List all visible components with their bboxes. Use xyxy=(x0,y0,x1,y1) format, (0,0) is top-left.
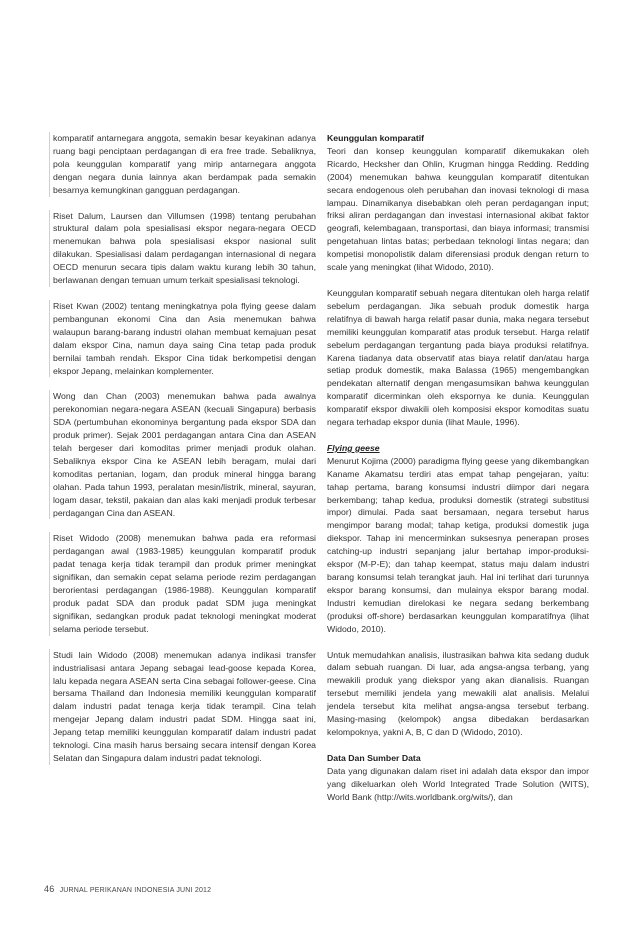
paragraph: Menurut Kojima (2000) paradigma flying geese yang dikembangkan Kaname Akamatsu terdiri atas empat tahap pengejaran, yaitu: tahap pertama, barang konsumsi industri diimpor dari negara berkembang; tahap kedua, produksi domestik (strategi substitusi impor) dimulai. Pada saat bersamaan, negara tersebut harus mengimpor barang modal; tahap ketiga, produksi domestik juga diekspor. Tahap ini mencerminkan suksesnya penerapan proses catching-up industri sepanjang jalur bertahap impor-produksi-ekspor (M-P-E); dan tahap keempat, status maju dalam industri barang konsumsi telah terangkat jauh. Hal ini terlihat dari turunnya ekspor barang konsumsi, dan mulainya ekspor barang modal. Industri kemudian direlokasi ke negara sedang berkembang (produksi off-shore) berdasarkan keunggulan komparatifnya (lihat Widodo, 2010). xyxy=(327,455,589,634)
page-footer xyxy=(44,884,211,894)
journal-name: JURNAL PERIKANAN INDONESIA JUNI 2012 xyxy=(59,887,212,894)
right-column xyxy=(327,132,589,817)
paragraph: Wong dan Chan (2003) menemukan bahwa pada awalnya perekonomian negara-negara ASEAN (kecuali Singapura) berbasis SDA (pertumbuhan ekonominya bergantung pada ekspor SDA dan produk primer). Sejak 2001 perdagangan antara Cina dan ASEAN telah bergeser dari komoditas primer menjadi produk olahan. Sebaliknya ekspor Cina ke ASEAN lebih beragam, mulai dari komoditas pertanian, logam, dan produk mineral hingga barang olahan. Pada tahun 1993, peralatan mesin/listrik, mineral, sayuran, logam dasar, tekstil, pakaian dan alas kaki menjadi produk terbesar perdagangan Cina dan ASEAN. xyxy=(49,390,316,519)
paragraph: Keunggulan komparatif sebuah negara ditentukan oleh harga relatif sebelum perdagangan. Jika sebuah produk domestik harga relatifnya di bawah harga relatif pasar dunia, maka negara tersebut memiliki keunggulan komparatif atas produk tersebut. Harga relatif sebelum perdagangan tergantung pada biaya produksi relatifnya. Karena tiadanya data observatif atas biaya relatif dan/atau harga setiap produk domestik, maka Balassa (1965) mengembangkan pendekatan alternatif dengan mengasumsikan bahwa keunggulan komparatif dicerminkan oleh ekspornya ke dunia. Keunggulan komparatif ekspor diwakili oleh komposisi ekspor komoditas suatu negara terhadap ekspor dunia (lihat Maule, 1996). xyxy=(327,287,589,428)
paragraph: Untuk memudahkan analisis, ilustrasikan bahwa kita sedang duduk dalam sebuah ruangan. Di luar, ada angsa-angsa terbang, yang mewakili produk yang diekspor yang akan dianalisis. Ruangan tersebut memiliki jendela yang mewakili alat analisis. Melalui jendela tersebut kita melihat angsa-angsa tersebut terbang. Masing-masing (kelompok) angsa dibedakan berdasarkan kelompoknya, yakni A, B, C dan D (Widodo, 2010). xyxy=(327,649,589,737)
paragraph: Riset Dalum, Laursen dan Villumsen (1998) tentang perubahan struktural dalam pola spesialisasi ekspor negara-negara OECD menemukan bahwa pola spesialisasi ekspor nasional sulit dilakukan. Spesialisasi dalam perdagangan internasional di negara OECD menurun secara tipis dalam waktu kurang lebih 30 tahun, berlawanan dengan temuan umum terkait spesialisasi teknologi. xyxy=(49,210,316,287)
paragraph: Teori dan konsep keunggulan komparatif dikemukakan oleh Ricardo, Hecksher dan Ohlin, Krugman hingga Redding. Redding (2004) menemukan bahwa keunggulan komparatif ditentukan secara endogenous oleh perubahan dan inovasi teknologi di masa lampau. Dinamikanya disebabkan oleh peran perdagangan input; friksi aliran perdagangan dan investasi internasional akibat faktor geografi, kelembagaan, transportasi, dan biaya informasi; transmisi pengetahuan lintas batas; perbedaan teknologi lintas negara; dan kompetisi monopolistik dalam diferensiasi produk dengan return to scale yang meningkat (lihat Widodo, 2010). xyxy=(327,145,589,273)
paragraph: Studi lain Widodo (2008) menemukan adanya indikasi transfer industrialisasi antara Jepang sebagai lead-goose kepada Korea, lalu kepada negara ASEAN serta Cina sebagai follower-geese. Cina bersama Thailand dan Indonesia memiliki keunggulan komparatif dalam industri padat tenaga kerja tidak terampil. Cina telah mengejar Jepang dalam industri padat SDM. Hingga saat ini, Jepang tetap memiliki keunggulan komparatif dalam industri padat teknologi. Cina masih harus bersaing secara intensif dengan Korea Selatan dan Singapura dalam industri padat teknologi. xyxy=(49,649,316,765)
paragraph: Data yang digunakan dalam riset ini adalah data ekspor dan impor yang dikeluarkan oleh World Integrated Trade Solution (WITS), World Bank (http://wits.worldbank.org/wits/), dan xyxy=(327,765,589,802)
section-heading: Keunggulan komparatif xyxy=(327,133,425,143)
paragraph: komparatif antarnegara anggota, semakin besar keyakinan adanya ruang bagi penciptaan perdagangan di era free trade. Sebaliknya, pola keunggulan komparatif yang mirip antarnegara anggota dengan negara dunia lainnya akan berdampak pada semakin besarnya kemungkinan gangguan perdagangan. xyxy=(49,132,316,197)
paragraph: Riset Kwan (2002) tentang meningkatnya pola flying geese dalam pembangunan ekonomi Cina dan Asia menemukan bahwa walaupun barang-barang industri olahan membuat kemajuan pesat dalam ekspor Cina, namun daya saing Cina tetap pada produk bernilai tambah rendah. Ekspor Cina tidak berkompetisi dengan ekspor Jepang, melainkan komplementer. xyxy=(49,300,316,377)
left-column xyxy=(53,132,316,778)
paragraph: Riset Widodo (2008) menemukan bahwa pada era reformasi perdagangan awal (1983-1985) keunggulan komparatif produk padat tenaga kerja tidak terampil dan produk primer meningkat signifikan, dan semakin cepat selama periode rezim perdagangan berorientasi perdagangan (1986-1988). Keunggulan komparatif produk padat SDA dan produk padat SDM juga meningkat signifikan, sedangkan produk padat teknologi meningkat moderat selama periode tersebut. xyxy=(49,532,316,635)
page-number: 46 xyxy=(44,884,55,894)
section-heading: Data Dan Sumber Data xyxy=(327,752,421,763)
section-heading: Flying geese xyxy=(327,442,380,453)
